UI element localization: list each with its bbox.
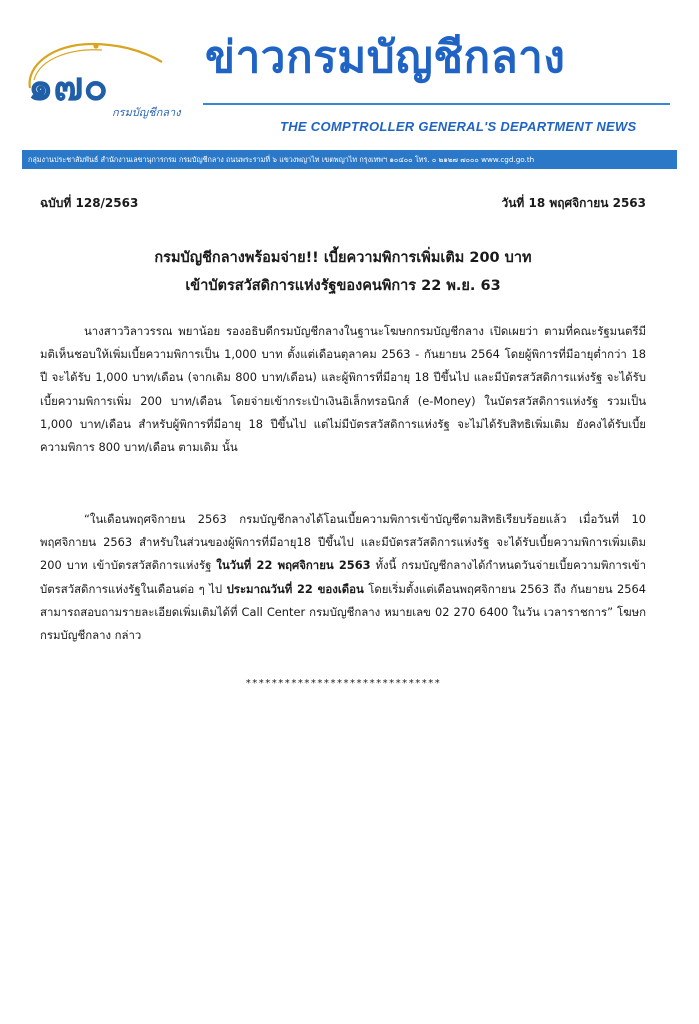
body-paragraph-2 xyxy=(40,508,646,647)
paragraph-1-text: นางสาววิลาวรรณ พยาน้อย รองอธิบดีกรมบัญชีกลางในฐานะโฆษกกรมบัญชีกลาง เปิดเผยว่า ตามที่คณะรัฐมนตรีมีมติเห็นชอบให้เพิ่มเบี้ยความพิการเป็น 1,000 บาท ตั้งแต่เดือนตุลาคม 2563 - กันยายน 2564 โดยผู้พิการที่มีอายุต่ำกว่า 18 ปี จะได้รับ 1,000 บาท/เดือน (จากเดิม 800 บาท/เดือน) และผู้พิการที่มีอายุ 18 ปีขึ้นไป และมีบัตรสวัสดิการแห่งรัฐ จะได้รับเบี้ยความพิการเพิ่ม 200 บาท/เดือน โดยจ่ายเข้ากระเป๋าเงินอิเล็กทรอนิกส์ (e-Money) ในบัตรสวัสดิการแห่งรัฐ รวมเป็น 1,000 บาท/เดือน สำหรับผู้พิการที่มีอายุ 18 ปีขึ้นไป แต่ไม่มีบัตรสวัสดิการแห่งรัฐ จะไม่ได้รับสิทธิเพิ่มเติม ยังคงได้รับเบี้ยความพิการ 800 บาท/เดือน ตามเดิม นั้น xyxy=(40,324,646,455)
contact-bar: กลุ่มงานประชาสัมพันธ์ สำนักงานเลขานุการกรม กรมบัญชีกลาง ถนนพระรามที่ ๖ แขวงพญาไท เขตพญาไท กรุงเทพฯ ๑๐๔๐๐ โทร. ๐ ๒๑๒๗ ๗๐๐๐ www.cgd.go.th xyxy=(22,150,677,169)
paragraph-2-bold-date: ในวันที่ 22 พฤศจิกายน 2563 xyxy=(216,558,371,573)
bulletin-title-thai: ข่าวกรมบัญชีกลาง xyxy=(205,32,566,83)
issue-date: วันที่ 18 พฤศจิกายน 2563 xyxy=(501,196,646,210)
news-headline xyxy=(40,244,646,300)
paragraph-2-text-b: ทั้งนี้ กรมบัญชีกลางได้กำหนดวันจ่ายเบี้ยความพิการเข้าบัตรสวัสดิการแห่งรัฐในเดือนต่อ ๆ ไป xyxy=(40,558,646,596)
end-separator: ****************************** xyxy=(245,678,441,689)
letterhead xyxy=(0,0,699,178)
issue-meta xyxy=(40,194,646,214)
headline-line-1: กรมบัญชีกลางพร้อมจ่าย!! เบี้ยความพิการเพิ่มเติม 200 บาท xyxy=(154,250,532,266)
bulletin-title-english: THE COMPTROLLER GENERAL'S DEPARTMENT NEWS xyxy=(280,119,637,134)
headline-line-2: เข้าบัตรสวัสดิการแห่งรัฐของคนพิการ 22 พ.ย. 63 xyxy=(185,278,501,294)
issue-number: ฉบับที่ 128/2563 xyxy=(40,196,139,210)
paragraph-2-text-a: “ในเดือนพฤศจิกายน 2563 กรมบัญชีกลางได้โอนเบี้ยความพิการเข้าบัญชีตามสิทธิเรียบร้อยแล้ว เมื่อวันที่ 10 พฤศจิกายน 2563 สำหรับในส่วนของผู้พิการที่มีอายุ18 ปีขึ้นไป และมีบัตรสวัสดิการแห่งรัฐ จะได้รับเบี้ยความพิการเพิ่มเติม 200 บาท เข้าบัตรสวัสดิการแห่งรัฐ xyxy=(40,512,646,573)
title-divider xyxy=(203,103,670,105)
logo-numerals: ๑๗๐ xyxy=(28,64,108,110)
body-paragraph-1 xyxy=(40,320,646,459)
paragraph-2-text-c: โดยเริ่มตั้งแต่เดือนพฤศจิกายน 2563 ถึง กันยายน 2564 สามารถสอบถามรายละเอียดเพิ่มเติมได้ที่ Call Center กรมบัญชีกลาง หมายเลข 02 270 6400 ในวัน เวลาราชการ” โฆษกกรมบัญชีกลาง กล่าว xyxy=(40,581,647,643)
paragraph-2-bold-schedule: ประมาณวันที่ 22 ของเดือน xyxy=(226,581,364,596)
logo-caption: กรมบัญชีกลาง xyxy=(112,106,181,119)
